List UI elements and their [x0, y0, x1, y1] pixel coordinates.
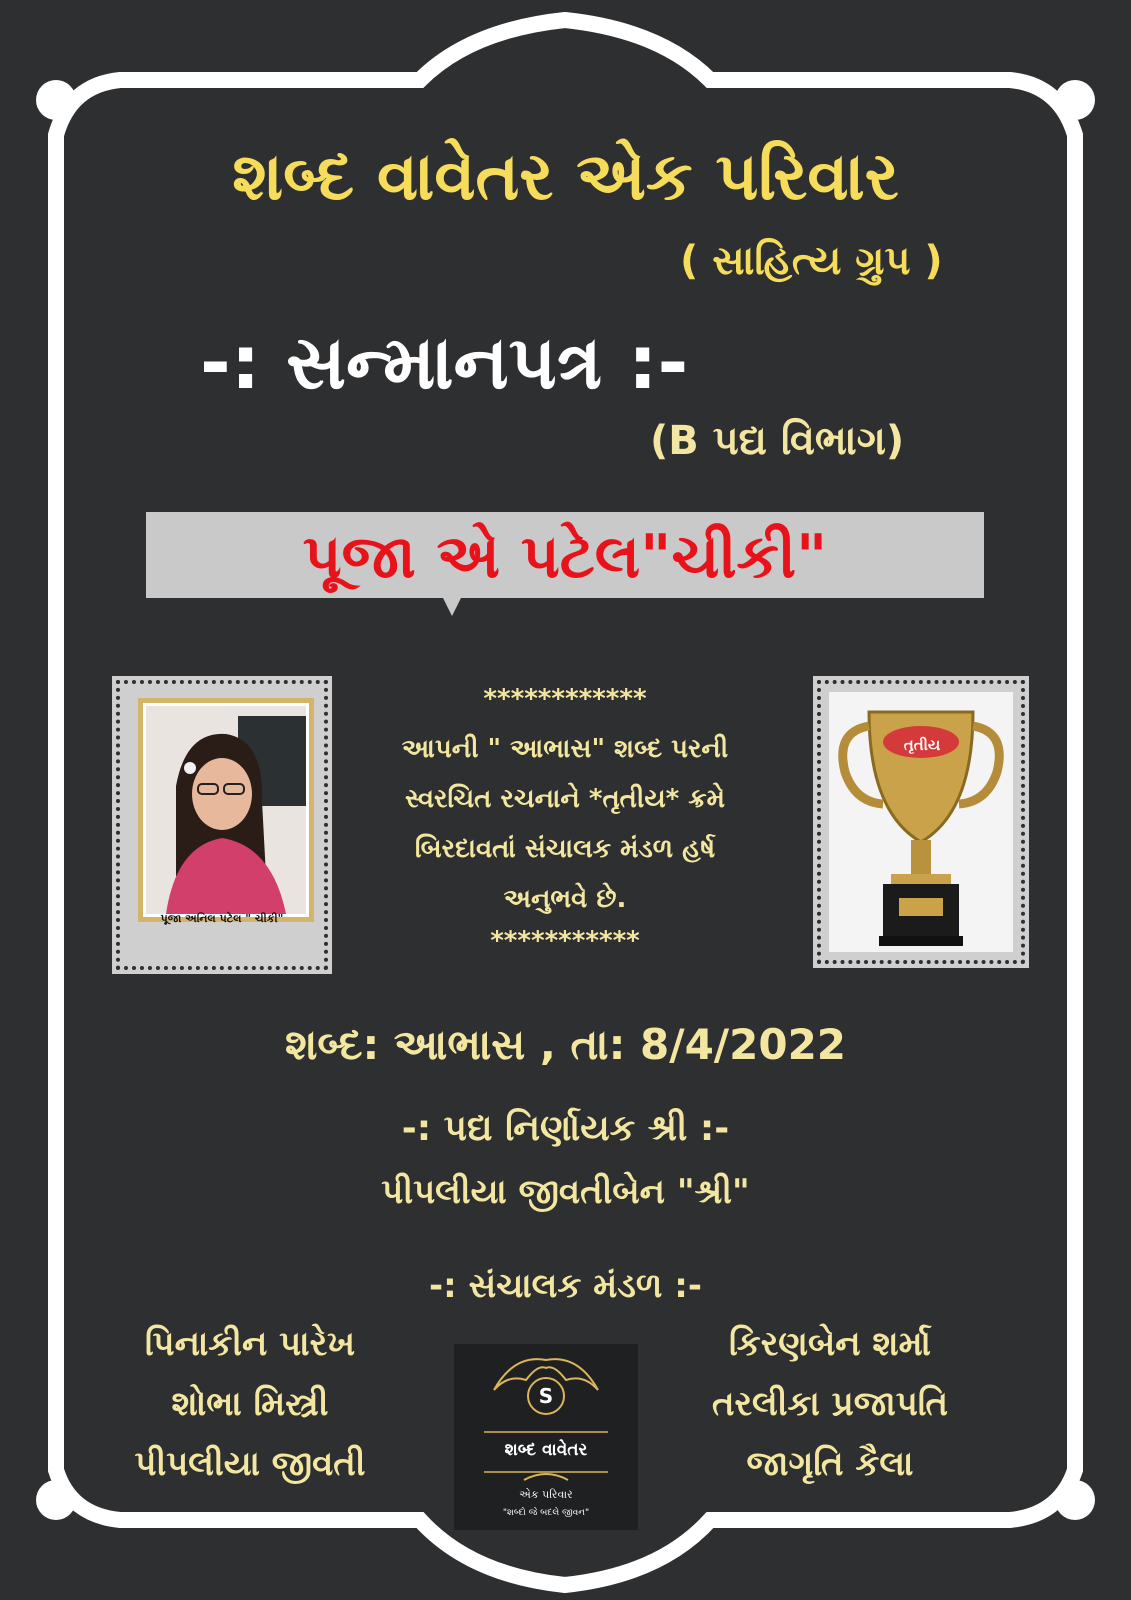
group-subtitle: ( સાહિત્ય ગ્રુપ ) — [680, 238, 943, 284]
corner-dot-top-left — [36, 80, 76, 120]
message-line-2: સ્વરચિત રચનાને *તૃતીય* ક્રમે — [404, 784, 726, 814]
logo-name: શબ્દ વાવેતર — [504, 1440, 588, 1460]
photo-caption: પૂજા અનિલ પટેલ " ચીકી" — [160, 912, 284, 925]
corner-dot-bottom-left — [36, 1480, 76, 1520]
recipient-name: પૂજા એ પટેલ"ચીકી" — [302, 522, 828, 592]
stars-bottom: *********** — [490, 926, 640, 956]
message-line-3: બિરદાવતાં સંચાલક મંડળ હર્ષ — [414, 834, 716, 864]
message-line-4: અનુભવે છે. — [503, 884, 627, 914]
certificate-heading: -: સન્માનપત્ર :- — [200, 320, 689, 406]
trophy-icon — [829, 692, 1013, 952]
committee-member-left-1: પિનાકીન પારેખ — [144, 1324, 356, 1364]
committee-member-right-3: જાગૃતિ કૈલા — [746, 1444, 914, 1484]
stars-top: ************ — [483, 684, 647, 714]
judge-name: પીપલીયા જીવતીબેન "શ્રી" — [381, 1172, 750, 1212]
word-and-date: શબ્દ: આભાસ , તા: 8/4/2022 — [284, 1020, 847, 1069]
committee-member-left-2: શોભા મિસ્ત્રી — [171, 1384, 329, 1424]
trophy-card — [817, 680, 1025, 964]
photo-card — [116, 680, 328, 970]
committee-member-right-1: કિરણબેન શર્મા — [729, 1324, 931, 1364]
committee-member-left-3: પીપલીયા જીવતી — [134, 1444, 366, 1484]
logo-subtitle: એક પરિવાર — [519, 1488, 573, 1501]
logo-tagline: "શબ્દો જે બદલે જીવન" — [502, 1508, 590, 1518]
banner-tail — [442, 596, 462, 616]
flourish-icon — [454, 1468, 638, 1488]
committee-member-right-2: તરલીકા પ્રજાપતિ — [711, 1384, 949, 1424]
corner-dot-top-right — [1055, 80, 1095, 120]
trophy-image — [829, 692, 1013, 952]
message-line-1: આપની " આભાસ" શબ્દ પરની — [401, 734, 729, 764]
group-title: શબ્દ વાવેતર એક પરિવાર — [232, 138, 899, 215]
person-photo-icon — [146, 706, 306, 914]
corner-dot-bottom-right — [1055, 1480, 1095, 1520]
group-logo — [454, 1344, 638, 1530]
trophy-label: તૃતીય — [903, 736, 941, 754]
judge-heading: -: પદ્ય નિર્ણાયક શ્રી :- — [401, 1108, 730, 1149]
recipient-photo — [138, 698, 314, 922]
section-label: (B પદ્ય વિભાગ) — [650, 418, 905, 464]
logo-letter: S — [538, 1384, 554, 1408]
committee-heading: -: સંચાલક મંડળ :- — [429, 1266, 702, 1306]
